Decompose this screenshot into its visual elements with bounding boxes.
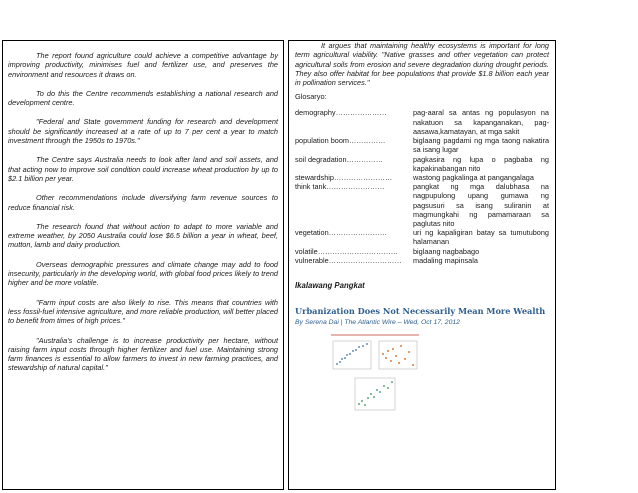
section-heading: Ikalawang Pangkat xyxy=(295,280,365,290)
left-paragraph-2: To do this the Centre recommends establishing a national research and development centre. xyxy=(8,88,278,108)
glossary-definition: pangkat ng mga dalubhasa na nagpupulong upang gumawa ng pagsusuri sa isang suliranin at magmungkahi ng pamamaraan sa paglutas nito xyxy=(413,182,549,228)
glossary-term: stewardship…………………… xyxy=(295,172,393,182)
glossary-definition: biglaang nagbabago xyxy=(413,246,480,256)
left-paragraph-1: The report found agriculture could achieve a competitive advantage by improving productivity, minimises fuel and fertilizer use, and preserves the environment and resources it draws on. xyxy=(8,51,278,79)
right-column xyxy=(288,40,556,490)
glossary-term: volatile…………………………… xyxy=(295,246,398,256)
glossary-definition: biglaang pagdami ng mga taong nakatira sa isang lugar xyxy=(413,136,549,155)
article-byline: By Serena Dai | The Atlantic Wire – Wed, Oct 17, 2012 xyxy=(295,318,460,326)
left-paragraph-5: Other recommendations include diversifying farm revenue sources to reduce financial risk. xyxy=(8,193,278,212)
chart-background xyxy=(327,332,423,416)
left-column xyxy=(2,40,284,490)
article-chart-image xyxy=(327,332,423,416)
glossary-term: soil degradation…………… xyxy=(295,154,384,164)
glossary-definition: madaling mapinsala xyxy=(413,255,478,265)
left-paragraph-9: "Australia's challenge is to increase productivity per hectare, without raising farm input costs through higher fertilizer and fuel use. Maintaining strong farm finances is essential to allow farmers to invest in new farming practices, and stewardship of natural capital." xyxy=(8,335,278,373)
left-paragraph-8: "Farm input costs are also likely to rise. This means that countries with less fossil-fuel intensive agriculture, and more reliable production, will better placed to benefit from times of high prices." xyxy=(8,297,278,326)
glossary-entry xyxy=(295,256,549,265)
chart-thumbnail-graphic xyxy=(327,332,423,416)
glossary-term: demography………………… xyxy=(295,108,387,118)
glossary-entry xyxy=(295,182,549,228)
glossary-entry xyxy=(295,136,549,154)
glossary-entry xyxy=(295,155,549,173)
glossary-definition: pag-aaral sa antas ng populasyon na nakatuon sa kapanganakan, pag-aasawa,kamatayan, at mga sakit xyxy=(413,108,549,136)
left-paragraph-6: The research found that without action to adapt to more variable and extreme weather, by 2050 Australia could lose $6.5 billion a year in wheat, beef, mutton, lamb and dairy production. xyxy=(8,221,278,250)
glossary-term: population boom…………… xyxy=(295,136,386,146)
left-paragraph-3: "Federal and State government funding for research and development should be significantly increased at a rate of up to 7 per cent a year to match investment through the 1950s to 1970s." xyxy=(8,117,278,146)
glossary-entry xyxy=(295,228,549,246)
intro-paragraph: It argues that maintaining healthy ecosystems is important for long term agricultural viability. "Native grasses and other vegetation can protect agricultural soils from erosion and severe degradation during drought periods. They also offer habitat for bee populations that provide $1.8 billion each year in pollination services." xyxy=(295,41,549,88)
article-title[interactable]: Urbanization Does Not Necessarily Mean More Wealth xyxy=(295,305,546,316)
glossary-entry xyxy=(295,247,549,256)
glossary-definition: uri ng kapaligiran batay sa tumutubong halamanan xyxy=(413,228,549,247)
glossary-entry xyxy=(295,108,549,136)
glossary-entry xyxy=(295,173,549,182)
glossary-label: Glosaryo: xyxy=(295,92,327,102)
glossary-term: think tank…………………… xyxy=(295,182,385,192)
left-paragraph-7: Overseas demographic pressures and climate change may add to food insecurity, particularly in the developing world, with global food prices likely to trend higher and be more volatile. xyxy=(8,259,278,288)
glossary-list xyxy=(295,108,549,264)
glossary-term: vulnerable………………………… xyxy=(295,255,402,265)
glossary-definition: wastong pagkalinga at pangangalaga xyxy=(413,172,534,182)
glossary-term: vegetation…………………… xyxy=(295,228,388,238)
glossary-definition: pagkasira ng lupa o pagbaba ng kapakinabangan nito xyxy=(413,154,549,173)
left-paragraph-4: The Centre says Australia needs to look after land and soil assets, and that acting now to improve soil condition could increase wheat production by up to $2.1 billion per year. xyxy=(8,155,278,183)
